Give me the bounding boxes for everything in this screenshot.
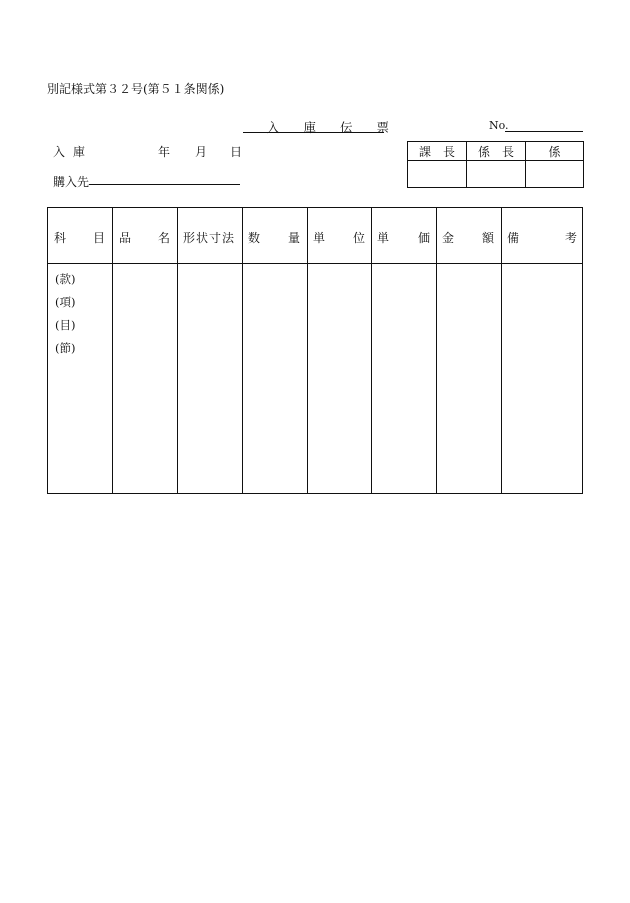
approval-header-staff: 係 <box>526 142 584 161</box>
column-divider <box>177 208 178 493</box>
slip-number-label: No. <box>489 119 509 132</box>
column-divider <box>436 208 437 493</box>
approval-stamp-table <box>407 141 584 188</box>
column-divider <box>307 208 308 493</box>
subject-kou-label: (項) <box>55 295 76 309</box>
subject-setsu-label: (節) <box>55 341 76 355</box>
header-unit: 単 位 <box>313 231 365 245</box>
column-divider <box>371 208 372 493</box>
column-divider <box>242 208 243 493</box>
approval-header-subsection-chief: 係 長 <box>467 142 526 161</box>
header-shape-dimensions: 形状寸法 <box>183 231 236 245</box>
approval-header-section-chief: 課 長 <box>408 142 467 161</box>
supplier-field[interactable] <box>89 184 240 185</box>
date-year-label: 年 <box>158 145 171 159</box>
supplier-label: 購入先 <box>53 175 90 189</box>
header-quantity: 数 量 <box>248 231 300 245</box>
header-unit-price: 単 価 <box>377 231 430 245</box>
column-divider <box>501 208 502 493</box>
page-title: 入庫伝票 <box>267 120 414 135</box>
form-number-note: 別記様式第３２号(第５１条関係) <box>47 82 225 96</box>
header-remarks: 備 考 <box>507 231 577 245</box>
header-subject: 科 目 <box>54 231 105 245</box>
approval-stamp-staff[interactable] <box>526 161 584 188</box>
date-day-label: 日 <box>230 145 243 159</box>
header-item-name: 品 名 <box>119 231 170 245</box>
entry-table <box>47 207 583 494</box>
date-month-label: 月 <box>195 145 208 159</box>
column-divider <box>112 208 113 493</box>
approval-stamp-subsection-chief[interactable] <box>467 161 526 188</box>
slip-number-field[interactable] <box>505 131 583 132</box>
header-amount: 金 額 <box>442 231 494 245</box>
subject-kan-label: (款) <box>55 272 76 286</box>
approval-stamp-section-chief[interactable] <box>408 161 467 188</box>
entry-label: 入庫 <box>53 145 94 159</box>
subject-moku-label: (目) <box>55 318 76 332</box>
title-underline <box>243 132 384 133</box>
